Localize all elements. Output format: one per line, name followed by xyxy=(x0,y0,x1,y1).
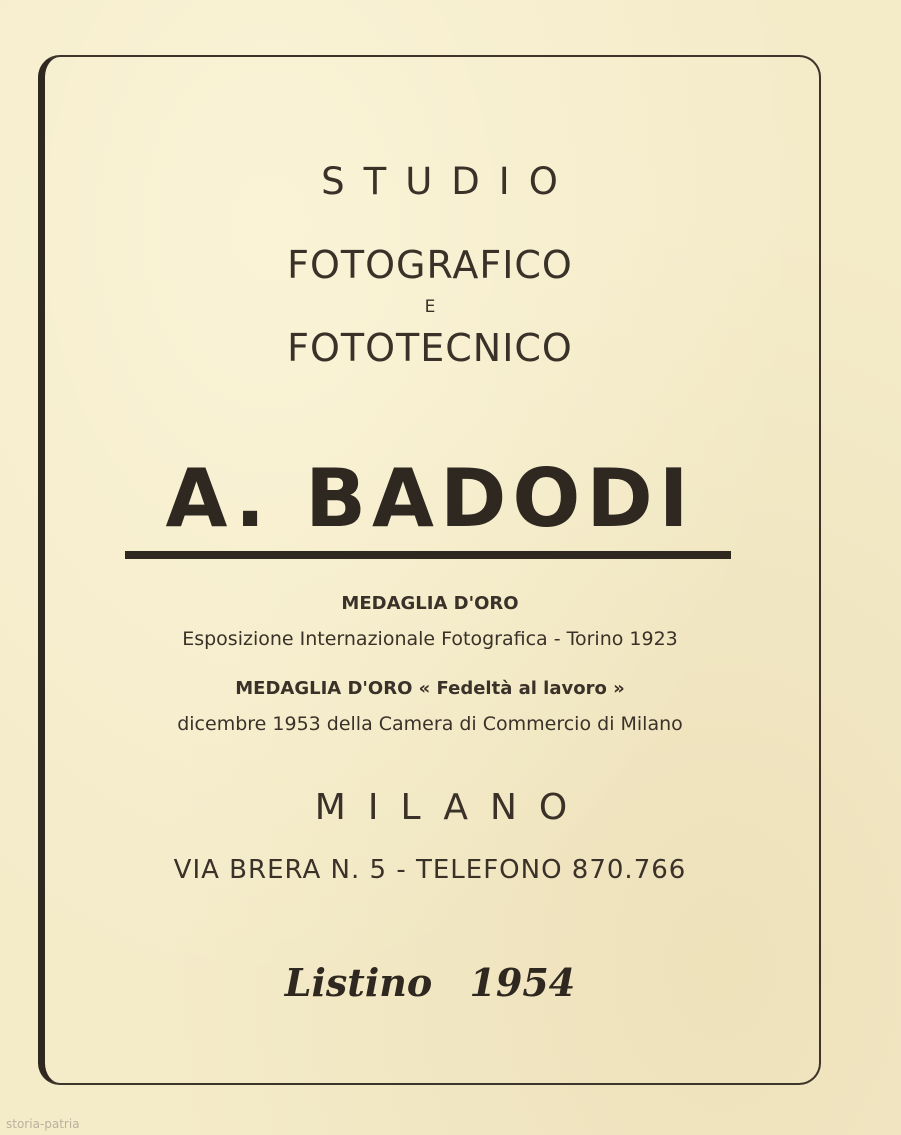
page-border-frame xyxy=(38,55,821,1085)
header-conjunction: E xyxy=(424,297,436,317)
award-title-2: MEDAGLIA D'ORO « Fedeltà al lavoro » xyxy=(235,678,625,699)
header-studio: STUDIO xyxy=(321,160,577,203)
header-fotografico: FOTOGRAFICO xyxy=(287,243,573,287)
award-detail-1: Esposizione Internazionale Fotografica - Torino 1923 xyxy=(182,628,678,650)
award-title-1: MEDAGLIA D'ORO xyxy=(341,593,519,614)
pricelist-title: Listino 1954 xyxy=(284,960,576,1005)
watermark: storia-patria xyxy=(6,1117,80,1131)
award-detail-2: dicembre 1953 della Camera di Commercio di Milano xyxy=(177,713,683,735)
business-name: A. BADODI xyxy=(165,452,695,545)
address-line: VIA BRERA N. 5 - TELEFONO 870.766 xyxy=(173,855,687,885)
title-underline xyxy=(125,551,731,559)
city-name: MILANO xyxy=(314,787,590,828)
header-fototecnico: FOTOTECNICO xyxy=(287,326,573,370)
